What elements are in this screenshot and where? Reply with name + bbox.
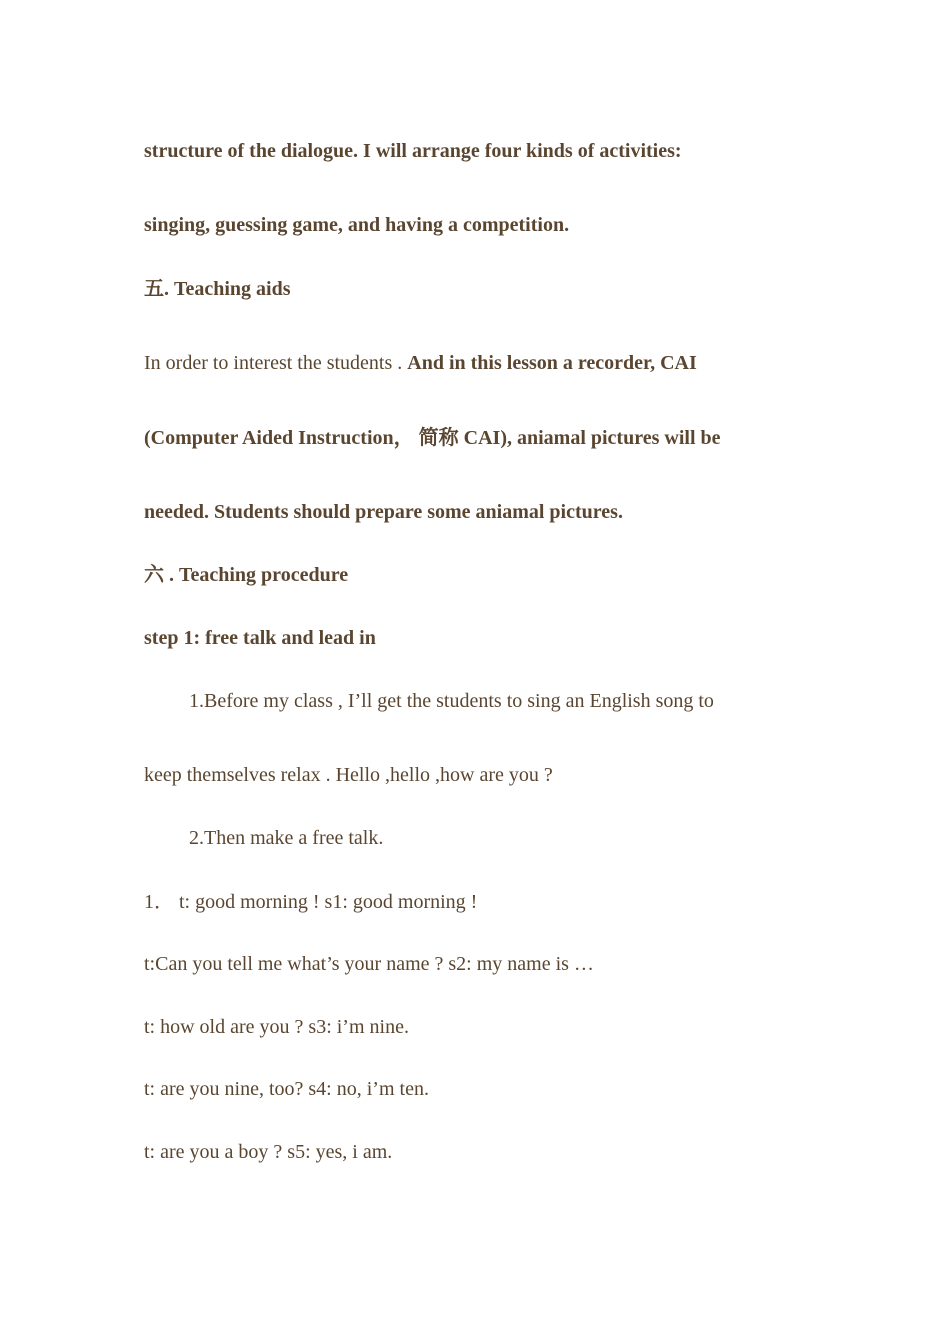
paragraph-line: 2.Then make a free talk. <box>189 827 384 849</box>
paragraph-line: singing, guessing game, and having a competition. <box>144 214 570 236</box>
dialogue-line: t: how old are you ? s3: i’m nine. <box>144 1016 409 1038</box>
dialogue-line: 1． t: good morning ! s1: good morning ! <box>144 891 478 913</box>
paragraph-text: In order to interest the students . <box>144 352 408 374</box>
paragraph-line: 1.Before my class , I’ll get the students to sing an English song to <box>189 690 714 712</box>
paragraph-text-bold: And in this lesson a recorder, CAI <box>407 352 697 374</box>
step-heading: step 1: free talk and lead in <box>144 627 376 649</box>
paragraph-line: needed. Students should prepare some aniamal pictures. <box>144 501 623 523</box>
dialogue-line: t: are you nine, too? s4: no, i’m ten. <box>144 1078 429 1100</box>
dialogue-line: t:Can you tell me what’s your name ? s2: my name is … <box>144 953 594 975</box>
dialogue-line: t: are you a boy ? s5: yes, i am. <box>144 1141 393 1163</box>
paragraph-line: keep themselves relax . Hello ,hello ,how are you ? <box>144 764 553 786</box>
section-heading-teaching-procedure: 六 . Teaching procedure <box>144 564 349 586</box>
section-heading-teaching-aids: 五. Teaching aids <box>144 278 291 300</box>
paragraph-line <box>144 351 697 375</box>
paragraph-line: structure of the dialogue. I will arrange four kinds of activities: <box>144 140 682 162</box>
paragraph-line: (Computer Aided Instruction， 简称 CAI), aniamal pictures will be <box>144 427 721 449</box>
